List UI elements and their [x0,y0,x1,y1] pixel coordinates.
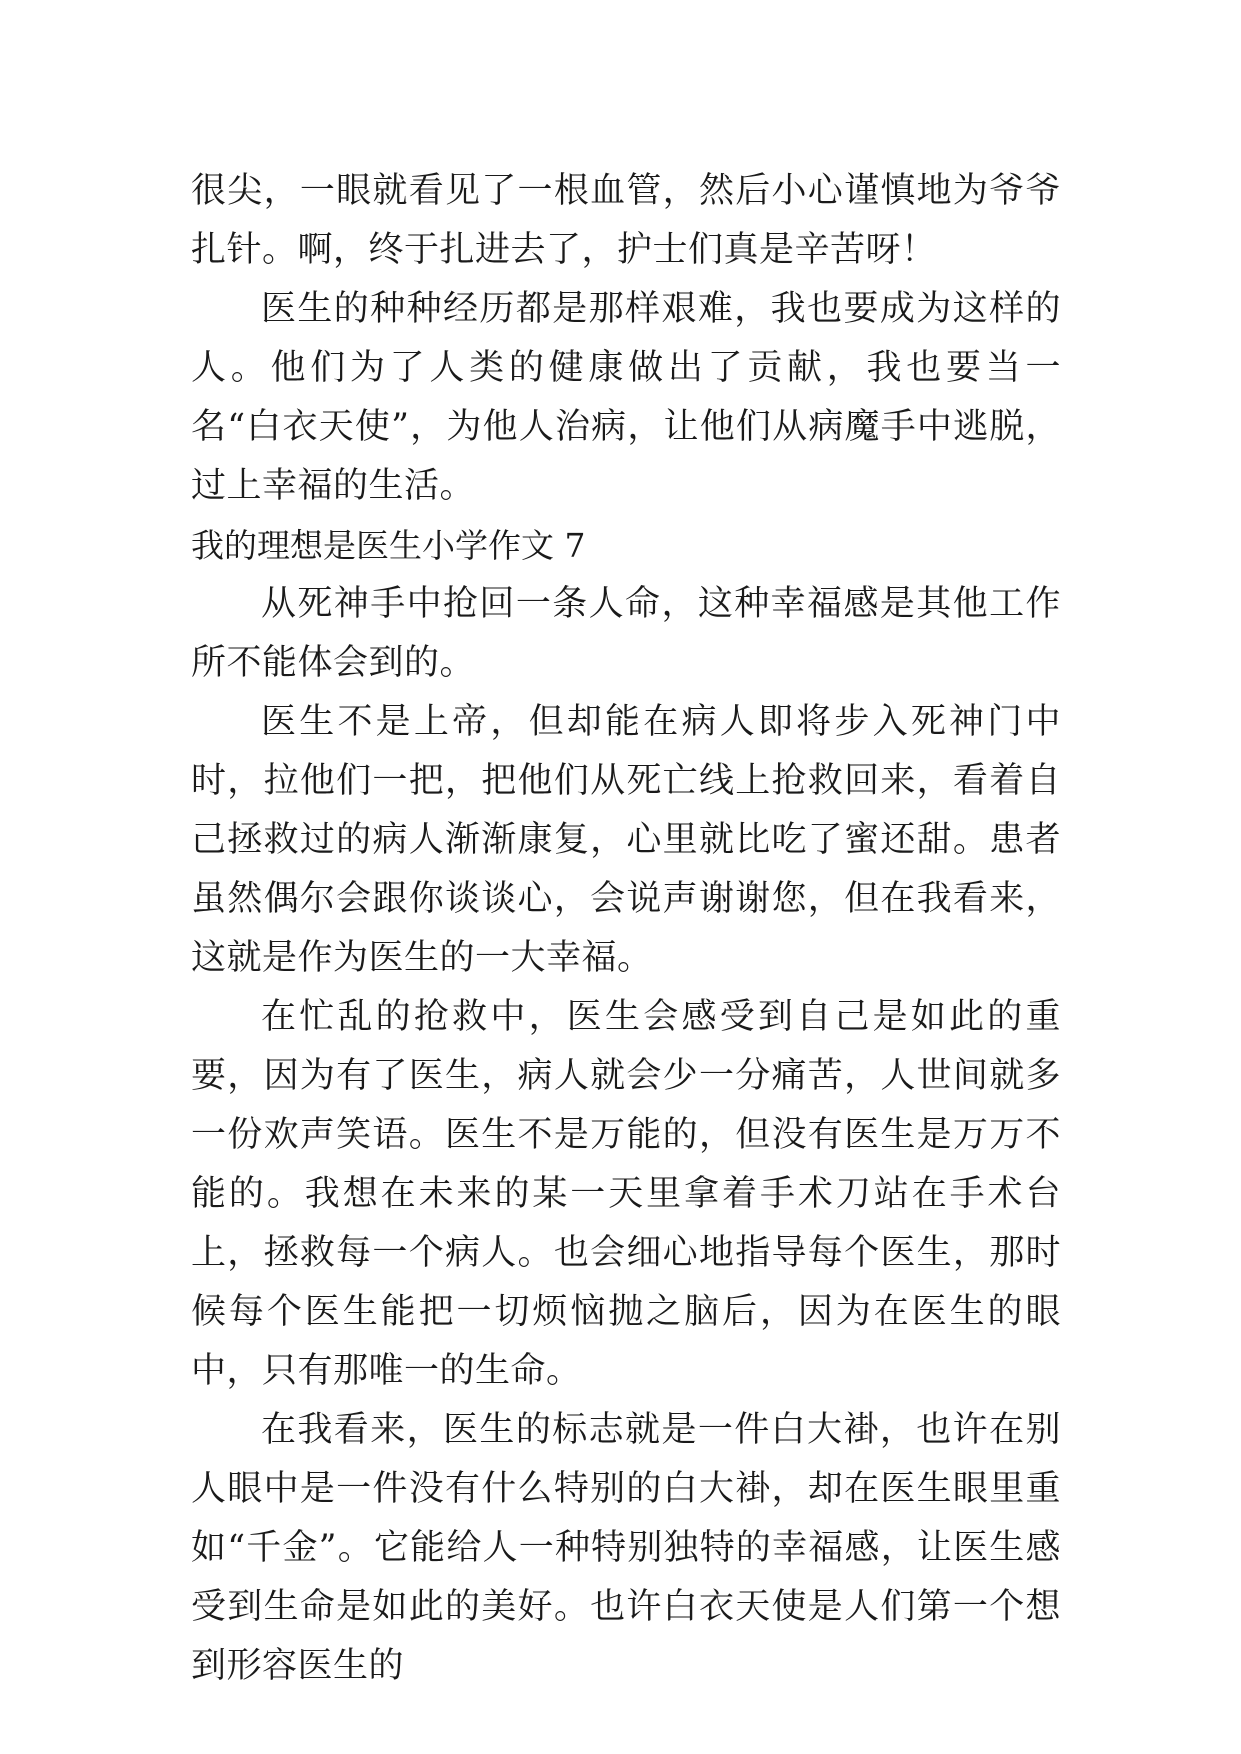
section-title: 我的理想是医生小学作文 7 [191,526,586,565]
paragraph: 医生不是上帝，但却能在病人即将步入死神门中时，拉他们一把，把他们从死亡线上抢救回来，看着自己拯救过的病人渐渐康复，心里就比吃了蜜还甜。患者虽然偶尔会跟你谈谈心，会说声谢谢您，但在我看来，这就是作为医生的一大幸福。 [191,702,1061,978]
paragraph: 在我看来，医生的标志就是一件白大褂，也许在别人眼中是一件没有什么特别的白大褂，却在医生眼里重如“千金”。它能给人一种特别独特的幸福感，让医生感受到生命是如此的美好。也许白衣天使是人们第一个想到形容医生的 [191,1410,1061,1686]
paragraph: 从死神手中抢回一条人命，这种幸福感是其他工作所不能体会到的。 [191,584,1061,683]
paragraph: 医生的种种经历都是那样艰难，我也要成为这样的人。他们为了人类的健康做出了贡献，我也要当一名“白衣天使”，为他人治病，让他们从病魔手中逃脱，过上幸福的生活。 [191,289,1061,506]
paragraph: 在忙乱的抢救中，医生会感受到自己是如此的重要，因为有了医生，病人就会少一分痛苦，人世间就多一份欢声笑语。医生不是万能的，但没有医生是万万不能的。我想在未来的某一天里拿着手术刀站在手术台上，拯救每一个病人。也会细心地指导每个医生，那时候每个医生能把一切烦恼抛之脑后，因为在医生的眼中，只有那唯一的生命。 [191,997,1061,1391]
paragraph-continued: 很尖，一眼就看见了一根血管，然后小心谨慎地为爷爷扎针。啊，终于扎进去了，护士们真是辛苦呀！ [191,171,1061,270]
document-body [191,162,1061,1696]
